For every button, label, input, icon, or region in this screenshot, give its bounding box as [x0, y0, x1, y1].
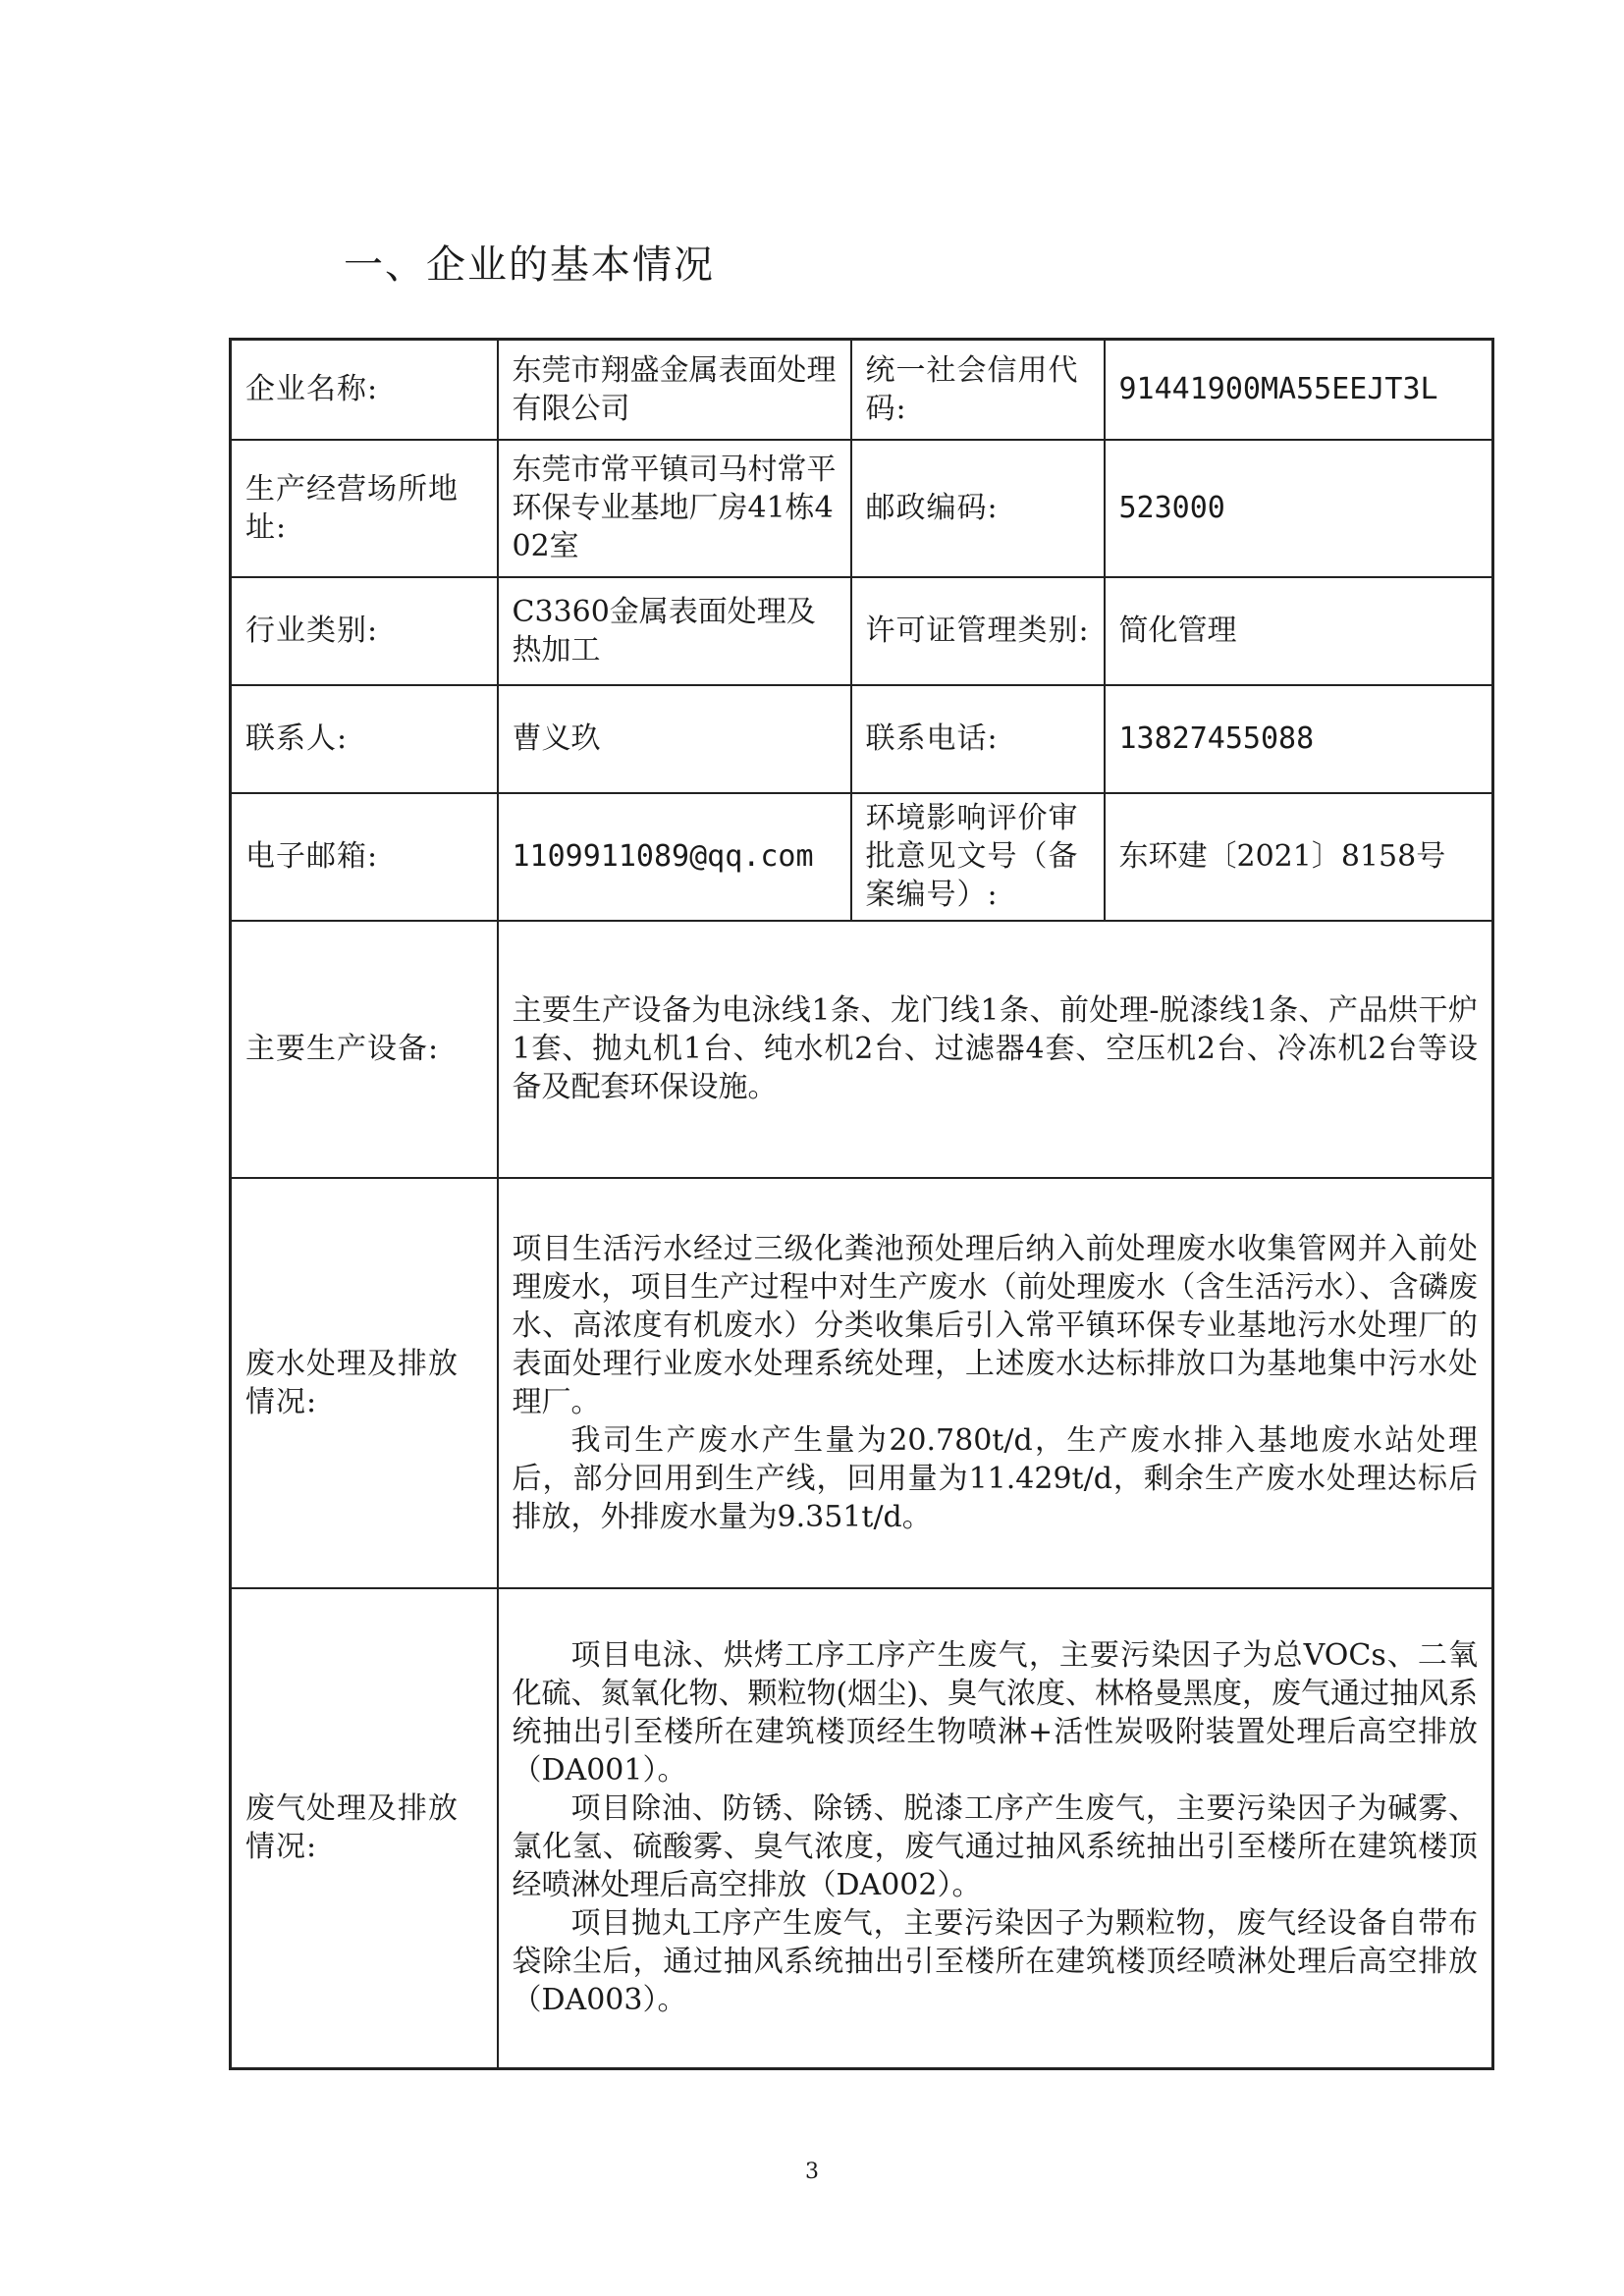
exhaust-paragraph-3: 项目抛丸工序产生废气，主要污染因子为颗粒物，废气经设备自带布袋除尘后，通过抽风系统抽出引至楼所在建筑楼顶经喷淋处理后高空排放（DA003）。: [512, 1906, 1478, 2018]
phone-label: 联系电话:: [851, 685, 1105, 793]
page-number: 3: [805, 2160, 819, 2184]
wastewater-paragraph-1: 项目生活污水经过三级化粪池预处理后纳入前处理废水收集管网并入前处理废水，项目生产过程中对生产废水（前处理废水（含生活污水）、含磷废水、高浓度有机废水）分类收集后引入常平镇环保专业基地污水处理厂的表面处理行业废水处理系统处理，上述废水达标排放口为基地集中污水处理厂。: [512, 1231, 1478, 1419]
company-name-value: 东莞市翔盛金属表面处理有限公司: [498, 340, 851, 440]
industry-value: C3360金属表面处理及热加工: [498, 577, 851, 685]
equipment-label: 主要生产设备:: [231, 921, 498, 1178]
exhaust-paragraph-1: 项目电泳、烘烤工序工序产生废气，主要污染因子为总VOCs、二氧化硫、氮氧化物、颗粒物(烟尘)、臭气浓度、林格曼黑度，废气通过抽风系统抽出引至楼所在建筑楼顶经生物喷淋+活性炭吸附装置处理后高空排放（DA001）。: [512, 1638, 1478, 1789]
permit-label: 许可证管理类别:: [851, 577, 1105, 685]
postcode-value: 523000: [1105, 440, 1493, 577]
email-label: 电子邮箱:: [231, 793, 498, 921]
wastewater-label: 废水处理及排放情况:: [231, 1178, 498, 1588]
exhaust-label: 废气处理及排放情况:: [231, 1588, 498, 2069]
table-row: [231, 793, 1493, 921]
table-row: [231, 340, 1493, 440]
address-value: 东莞市常平镇司马村常平环保专业基地厂房41栋402室: [498, 440, 851, 577]
contact-label: 联系人:: [231, 685, 498, 793]
wastewater-paragraph-2: 我司生产废水产生量为20.780t/d，生产废水排入基地废水站处理后，部分回用到生产线，回用量为11.429t/d，剩余生产废水处理达标后排放，外排废水量为9.351t/d。: [512, 1422, 1478, 1534]
table-row: [231, 685, 1493, 793]
permit-value: 简化管理: [1105, 577, 1493, 685]
eia-label: 环境影响评价审批意见文号（备案编号）:: [851, 793, 1105, 921]
company-name-label: 企业名称:: [231, 340, 498, 440]
wastewater-cell: [498, 1178, 1493, 1588]
exhaust-cell: [498, 1588, 1493, 2069]
section-title: 一、企业的基本情况: [344, 242, 715, 288]
phone-value: 13827455088: [1105, 685, 1493, 793]
table-row: [231, 1178, 1493, 1588]
table-row: [231, 1588, 1493, 2069]
equipment-cell: [498, 921, 1493, 1178]
address-label: 生产经营场所地址:: [231, 440, 498, 577]
equipment-text: 主要生产设备为电泳线1条、龙门线1条、前处理-脱漆线1条、产品烘干炉1套、抛丸机1台、纯水机2台、过滤器4套、空压机2台、冷冻机2台等设备及配套环保设施。: [512, 993, 1478, 1104]
table-row: [231, 440, 1493, 577]
table-row: [231, 921, 1493, 1178]
exhaust-paragraph-2: 项目除油、防锈、除锈、脱漆工序产生废气，主要污染因子为碱雾、氯化氢、硫酸雾、臭气浓度，废气通过抽风系统抽出引至楼所在建筑楼顶经喷淋处理后高空排放（DA002）。: [512, 1791, 1478, 1903]
table-row: [231, 577, 1493, 685]
eia-value: 东环建〔2021〕8158号: [1105, 793, 1493, 921]
email-value: 1109911089@qq.com: [498, 793, 851, 921]
credit-code-label: 统一社会信用代码:: [851, 340, 1105, 440]
credit-code-value: 91441900MA55EEJT3L: [1105, 340, 1493, 440]
contact-value: 曹义玖: [498, 685, 851, 793]
postcode-label: 邮政编码:: [851, 440, 1105, 577]
enterprise-info-table: [229, 338, 1494, 2070]
industry-label: 行业类别:: [231, 577, 498, 685]
